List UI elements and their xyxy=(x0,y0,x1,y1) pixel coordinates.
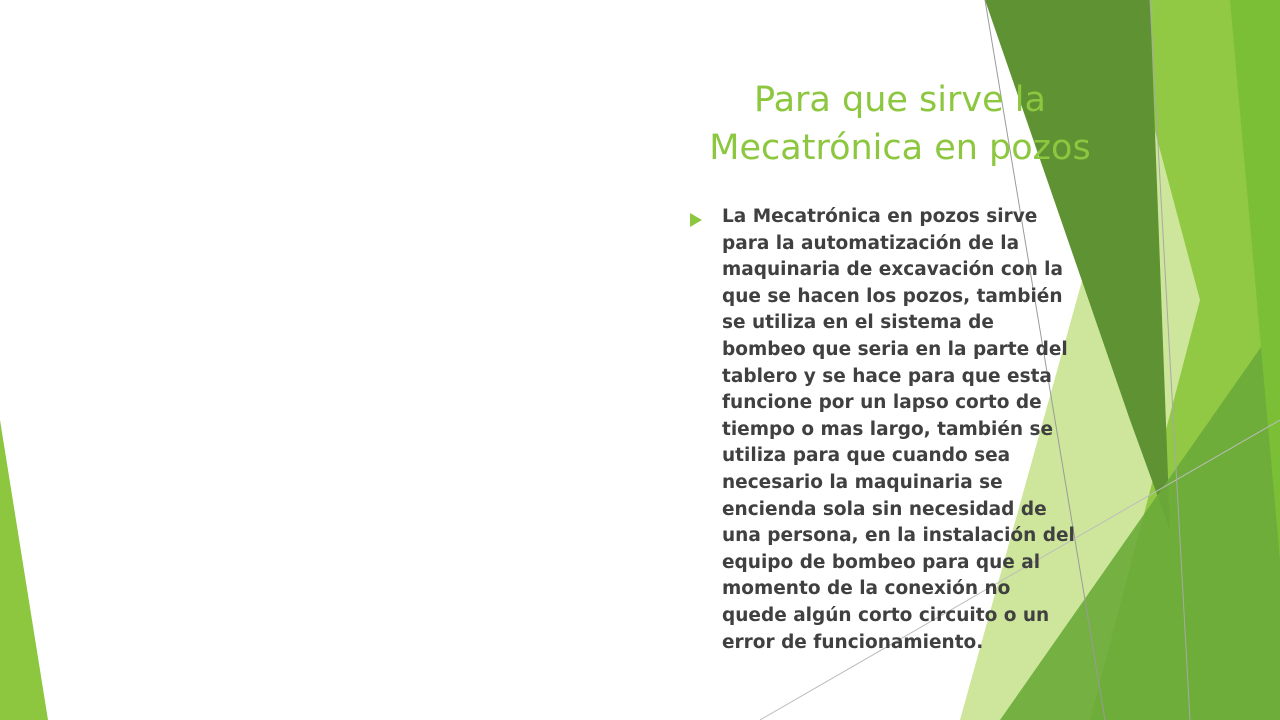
bullet-item xyxy=(690,204,1130,656)
slide-title xyxy=(660,76,1140,172)
left-green-shape xyxy=(0,420,48,720)
slide-title-line-1: Para que sirve la xyxy=(754,80,1046,120)
slide-title-line-2: Mecatrónica en pozos xyxy=(709,128,1091,168)
bullet-text: La Mecatrónica en pozos sirve para la automatización de la maquinaria de excavación con la que se hacen los pozos, también se utiliza en el sistema de bombeo que seria en la parte del tablero y se hace para que esta funcione por un lapso corto de tiempo o mas largo, también se utiliza para que cuando sea necesario la maquinaria se encienda sola sin necesidad de una persona, en la instalación del equipo de bombeo para que al momento de la conexión no quede algún corto circuito o un error de funcionamiento. xyxy=(722,206,1075,653)
right-triangle-bullet-icon xyxy=(690,213,702,227)
